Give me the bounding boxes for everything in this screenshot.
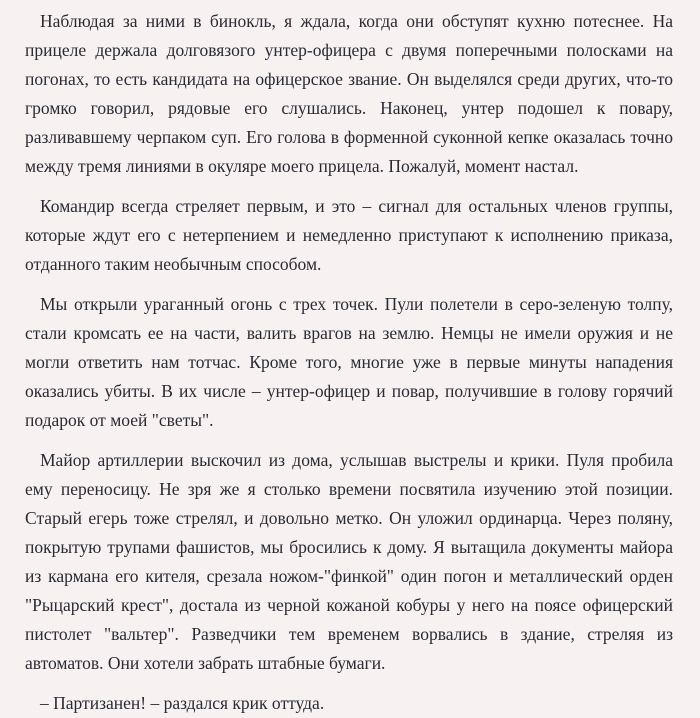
paragraph: – Партизанен! – раздался крик оттуда. (40, 693, 325, 713)
paragraph: Мы открыли ураганный огонь с трех точек. Пули полетели в серо-зеленую толпу, стали кромсать ее на части, валить врагов на землю. Немцы не имели оружия и не могли ответить нам тотчас. Кроме того, многие уже в первые минуты нападения оказались убиты. В их числе – унтер-офицер и повар, получившие в голову горячий подарок от моей "светы". (25, 294, 673, 430)
paragraph: Наблюдая за ними в бинокль, я ждала, когда они обступят кухню потеснее. На прицеле держала долговязого унтер-офицера с двумя поперечными полосками на погонах, то есть кандидата на офицерское звание. Он выделялся среди других, что-то громко говорил, рядовые его слушались. Наконец, унтер подошел к повару, разливавшему черпаком суп. Его голова в форменной суконной кепке оказалась точно между тремя линиями в окуляре моего прицела. Пожалуй, момент настал. (25, 11, 673, 176)
paragraph: Командир всегда стреляет первым, и это – сигнал для остальных членов группы, которые ждут его с нетерпением и немедленно приступают к исполнению приказа, отданного таким необычным способом. (25, 196, 673, 274)
paragraph: Майор артиллерии выскочил из дома, услышав выстрелы и крики. Пуля пробила ему переносицу. Не зря же я столько времени посвятила изучению этой позиции. Старый егерь тоже стрелял, и довольно метко. Он уложил ординарца. Через поляну, покрытую трупами фашистов, мы бросились к дому. Я вытащила документы майора из кармана его кителя, срезала ножом-"финкой" один погон и металлический орден "Рыцарский крест", достала из черной кожаной кобуры у него на поясе офицерский пистолет "вальтер". Разведчики тем временем ворвались в здание, стреляя из автоматов. Они хотели забрать штабные бумаги. (25, 450, 673, 673)
